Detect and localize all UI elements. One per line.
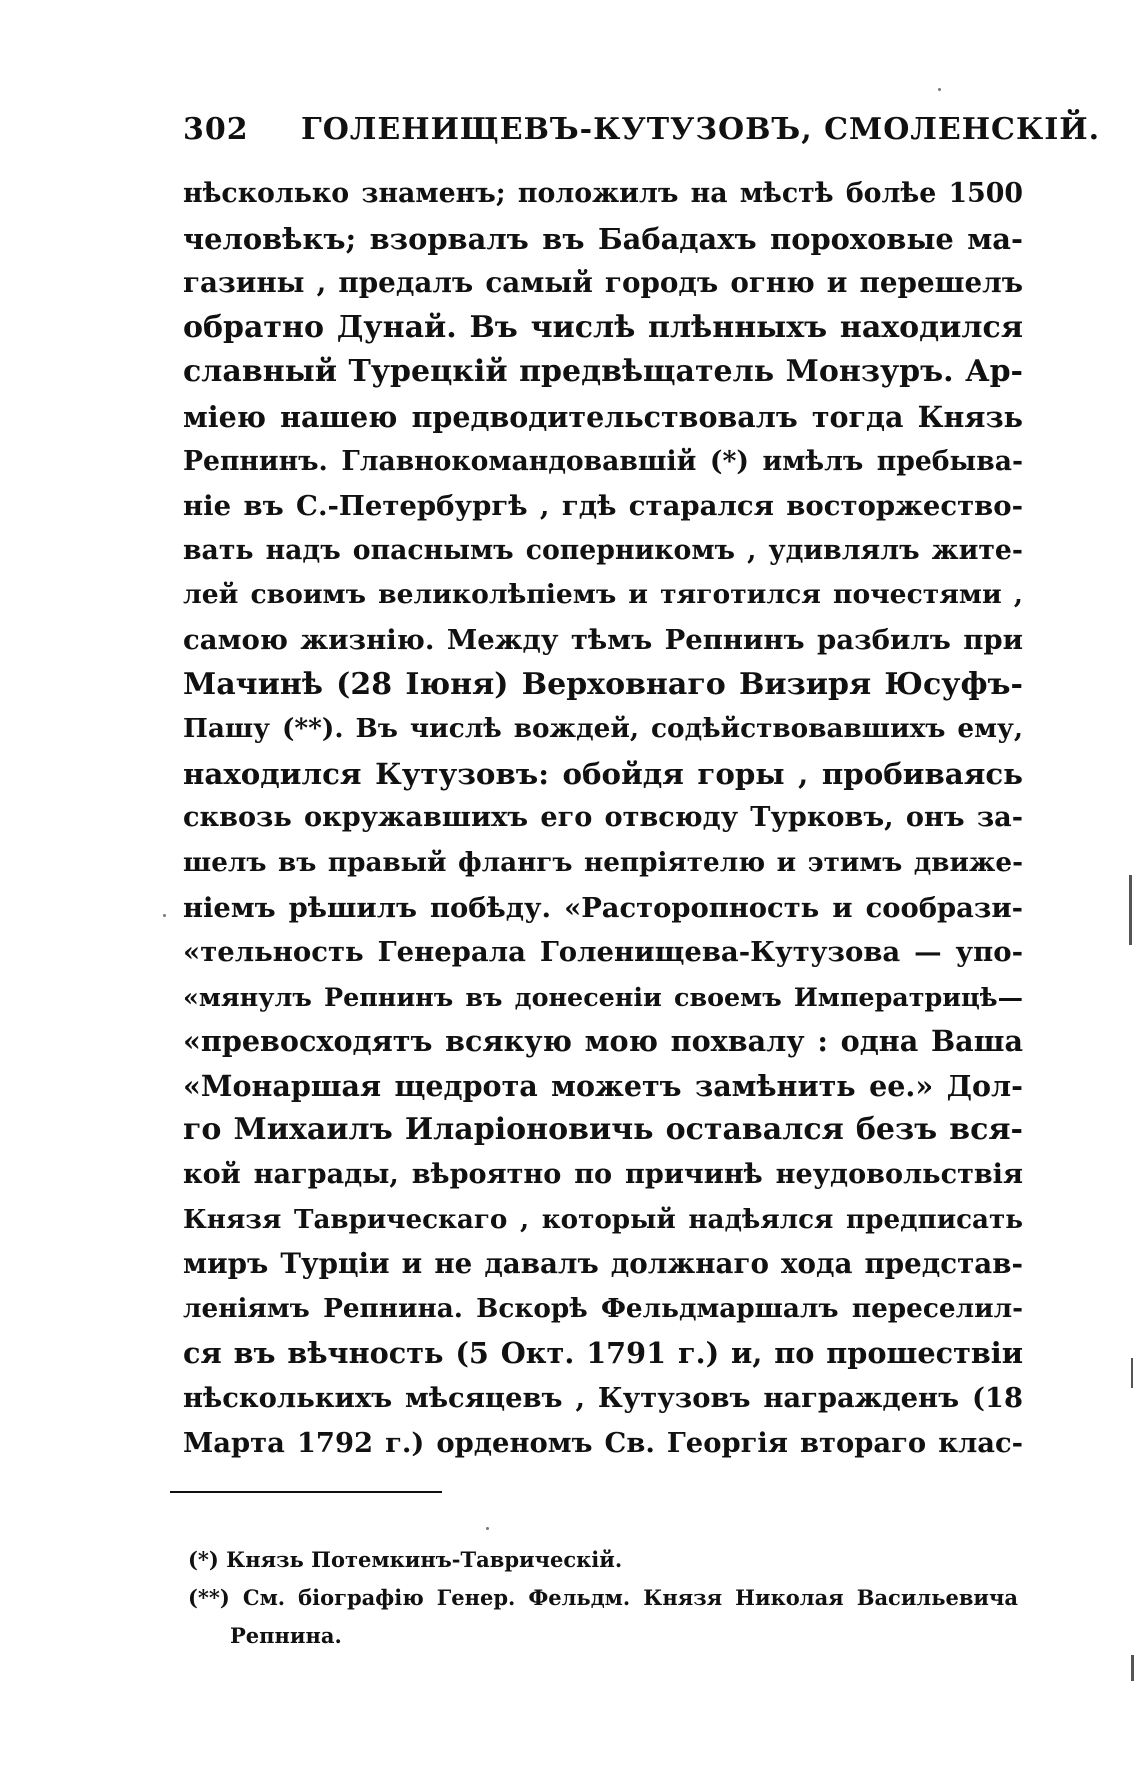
text-line: человѣкъ; взорвалъ въ Бабадахъ пороховые ма-	[183, 221, 1023, 256]
running-head: ГОЛЕНИЩЕВЪ-КУТУЗОВЪ, СМОЛЕНСКІЙ.	[301, 112, 1101, 147]
text-line: нѣсколькихъ мѣсяцевъ , Кутузовъ награжденъ (18	[183, 1382, 1023, 1415]
footnote-2-continuation: Репнина.	[230, 1623, 342, 1648]
text-line: газины , предалъ самый городъ огню и перешелъ	[183, 266, 1023, 300]
text-line: славный Турецкій предвѣщатель Монзуръ. Ар-	[183, 354, 1023, 390]
margin-scan-mark	[1129, 875, 1132, 945]
scan-speck	[163, 914, 166, 917]
text-line: «превосходятъ всякую мою похвалу : одна Ваша	[183, 1024, 1023, 1059]
scan-speck	[486, 1527, 489, 1530]
text-line: ся въ вѣчность (5 Окт. 1791 г.) и, по прошествіи	[183, 1336, 1023, 1371]
margin-scan-mark	[1131, 1655, 1134, 1681]
footnote-1: (*) Князь Потемкинъ-Таврическій.	[188, 1547, 623, 1572]
text-line: Князя Таврическаго , который надѣялся предписать	[183, 1203, 1023, 1235]
text-line: Репнинъ. Главнокомандовавшій (*) имѣлъ пребыва-	[183, 445, 1023, 477]
text-line: ніе въ С.-Петербургѣ , гдѣ старался восторжество-	[183, 490, 1023, 523]
text-line: Пашу (**). Въ числѣ вождей, содѣйствовавшихъ ему,	[183, 713, 1023, 745]
page-header	[183, 112, 1101, 162]
text-line: леніямъ Репнина. Вскорѣ Фельдмаршалъ переселил-	[183, 1292, 1023, 1324]
scan-speck	[938, 88, 941, 91]
text-line: Марта 1792 г.) орденомъ Св. Георгія втораго клас-	[183, 1426, 1023, 1459]
margin-scan-mark	[1131, 1358, 1133, 1388]
text-line: міею нашею предводительствовалъ тогда Князь	[183, 399, 1023, 434]
footnote-rule	[170, 1491, 442, 1493]
text-line: обратно Дунай. Въ числѣ плѣнныхъ находился	[183, 309, 1023, 345]
text-line: миръ Турціи и не давалъ должнаго хода представ-	[183, 1247, 1023, 1281]
text-line: сквозь окружавшихъ его отвсюду Турковъ, онъ за-	[183, 802, 1023, 834]
text-line: шелъ въ правый флангъ непріятелю и этимъ движе-	[183, 846, 1023, 878]
text-line: находился Кутузовъ: обойдя горы , пробиваясь	[183, 756, 1023, 791]
text-line: самою жизнію. Между тѣмъ Репнинъ разбилъ при	[183, 623, 1023, 656]
text-line: го Михаилъ Иларіоновичь оставался безъ вся-	[183, 1112, 1023, 1148]
footnote-2: (**) См. біографію Генер. Фельдм. Князя Николая Васильевича	[188, 1585, 1018, 1610]
text-line: кой награды, вѣроятно по причинѣ неудовольствія	[183, 1159, 1023, 1191]
body-text	[183, 172, 1023, 1465]
text-line: лей своимъ великолѣпіемъ и тяготился почестями ,	[183, 579, 1023, 611]
text-line: Мачинѣ (28 Іюня) Верховнаго Визиря Юсуфъ-	[183, 666, 1023, 702]
text-line: вать надъ опаснымъ соперникомъ , удивлялъ жите-	[183, 534, 1023, 566]
text-line: «Монаршая щедрота можетъ замѣнить ее.» Дол-	[183, 1068, 1023, 1103]
text-line: ніемъ рѣшилъ побѣду. «Расторопность и сообрази-	[183, 891, 1023, 924]
page-number: 302	[183, 112, 249, 147]
footnotes	[188, 1541, 1018, 1655]
text-line: нѣсколько знаменъ; положилъ на мѣстѣ болѣе 1500	[183, 178, 1023, 209]
text-line: «тельность Генерала Голенищева-Кутузова — упо-	[183, 936, 1023, 969]
text-line: «мянулъ Репнинъ въ донесеніи своемъ Императрицѣ—	[183, 981, 1023, 1012]
